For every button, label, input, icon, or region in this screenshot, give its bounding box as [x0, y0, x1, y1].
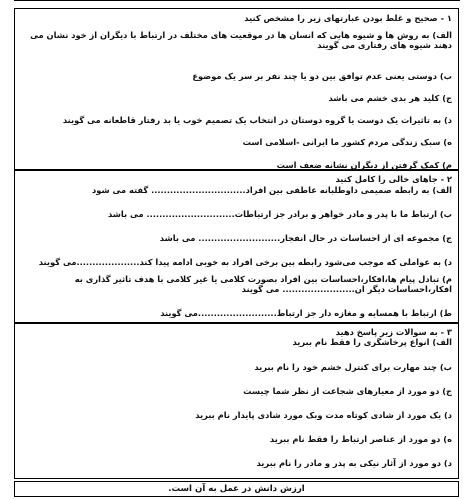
- section1-item-e: ه) سبک زندگی مردم کشور ما ایرانی -اسلامی است: [242, 137, 452, 147]
- section2-item-d: د) به عواملی که موجب می‌شود رابطه بین برخی افراد به خوبی ادامه پیدا کند....................می گویند: [38, 257, 452, 267]
- section2-item-b: ب) ارتباط ما با پدر و مادر خواهر و برادر جز ارتباطات............................ می باشد: [107, 209, 452, 219]
- section1-item-a: الف) به روش ها و شیوه هایی که انسان ها در موقعیت های مختلف در ارتباط با دیگران از خود نشان می دهند شیوه های رفتاری می گویند: [30, 30, 452, 50]
- section3-item-f: د) دو مورد از آثار نیکی به پدر و مادر را نام ببرید: [256, 458, 452, 468]
- section3-item-b: ب) چند مهارت برای کنترل خشم خود را نام ببرید: [254, 362, 452, 372]
- section1-item-d: د) به تاثیرات یک دوست یا گروه دوستان در انتخاب یک تصمیم خوب یا بد رفتار قاطعانه می گویند: [62, 115, 452, 125]
- section2-item-c: ج) مجموعه ای از احساسات در حال انفجار.......................... می باشد: [159, 233, 452, 243]
- footer-motto: ارزش دانش در عمل به آن است.: [14, 481, 459, 497]
- section-true-false: [14, 8, 459, 170]
- section3-item-d: د) یک مورد از شادی کوتاه مدت وبک مورد شادی پایدار نام ببرید: [195, 410, 452, 420]
- section2-item-a: الف) به رابطه صمیمی داوطلبانه عاطفی بین افراد.............................. گفته می شود: [92, 185, 452, 195]
- section1-item-c: ج) کلید هر بدی خشم می باشد: [328, 93, 452, 103]
- section2-item-f: ط) ارتباط با همسایه و مغازه دار جز ارتباط.........................می گویند: [160, 308, 452, 318]
- section1-item-f: م) کمک گرفتن از دیگران نشانه ضعف است: [276, 160, 452, 170]
- section-answer-questions: [14, 323, 459, 479]
- section1-item-b: ب) دوستی یعنی عدم توافق بین دو یا چند نفر بر سر یک موضوع: [192, 71, 452, 81]
- section3-item-e: ه) دو مورد از عناصر ارتباط را فقط نام ببرید: [269, 434, 452, 444]
- section2-item-e: م) تبادل پیام ها،افکار،احساسات بین افراد بصورت کلامی یا غیر کلامی با هدف تاثیر گذاری به افکار،احساسات دیگر ان....................... می گویند: [74, 274, 452, 294]
- header-rule: [14, 0, 460, 4]
- section-fill-blanks: [14, 170, 459, 323]
- section1-title: ۱ - صحیح و غلط بودن عبارتهای زیر را مشخص کنید: [244, 13, 452, 23]
- section3-item-c: ج) دو مورد از معیارهای شجاعت از نظر شما چیست: [243, 386, 452, 396]
- section3-title: ۳ - به سوالات زیر پاسخ دهید: [335, 327, 452, 337]
- section3-item-a: الف) انواع پرخاشگری را فقط نام ببرید: [292, 337, 452, 347]
- section2-title: ۲ - جاهای خالی را کامل کنید: [335, 174, 452, 184]
